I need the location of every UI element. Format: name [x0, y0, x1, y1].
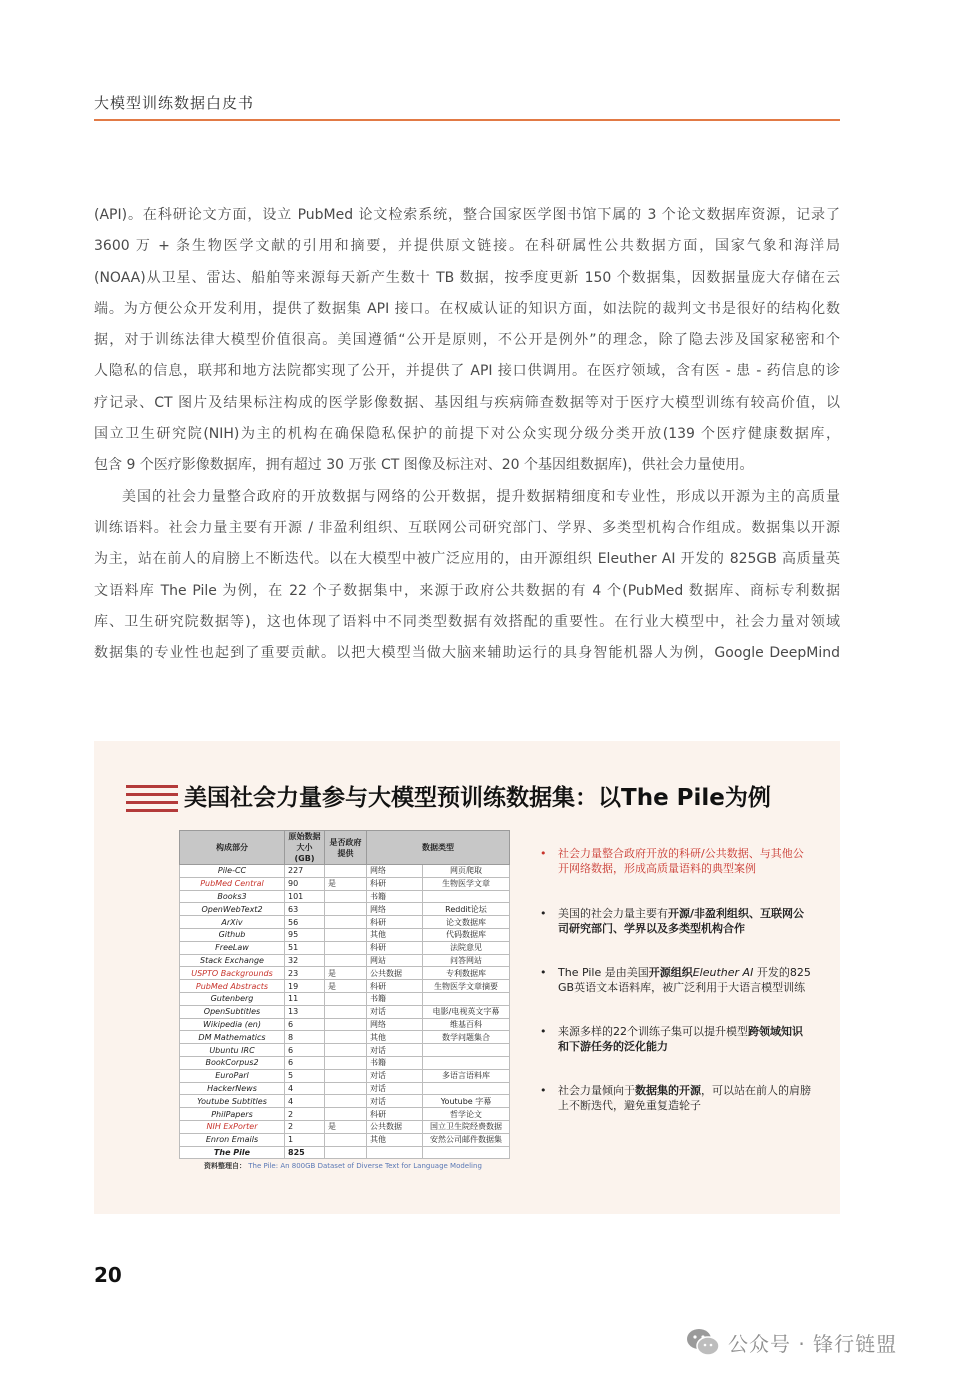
page-number: 20	[94, 1263, 122, 1287]
cell-source: 书籍	[367, 992, 423, 1005]
cell-type	[423, 1056, 510, 1069]
table-row	[180, 1069, 510, 1082]
text-line: 数据集的专业性也起到了重要贡献。以把大模型当做大脑来辅助运行的具身智能机器人为例，Google DeepMind	[94, 645, 840, 662]
figure-the-pile	[94, 741, 840, 1214]
table-row	[180, 941, 510, 954]
cell-size: 23	[285, 967, 325, 980]
cell-name: Enron Emails	[180, 1133, 285, 1146]
cell-source: 科研	[367, 941, 423, 954]
title-stripes-icon	[126, 785, 178, 813]
text-line: (API)。在科研论文方面，设立 PubMed 论文检索系统，整合国家医学图书馆下属的 3 个论文数据库资源，记录了	[94, 207, 840, 223]
bullet-text: 社会力量倾向于	[558, 1084, 635, 1097]
table-row	[180, 1044, 510, 1057]
cell-gov	[325, 1095, 367, 1108]
col-header-gov: 是否政府提供	[325, 831, 367, 865]
cell-type	[423, 992, 510, 1005]
col-header-type: 数据类型	[367, 831, 510, 865]
bullet-item	[540, 1025, 812, 1054]
cell-name: PhilPapers	[180, 1108, 285, 1121]
cell-gov	[325, 1044, 367, 1057]
table-row	[180, 967, 510, 980]
cell-gov	[325, 1031, 367, 1044]
cell-size: 2	[285, 1108, 325, 1121]
table-row	[180, 1108, 510, 1121]
cell-gov	[325, 1005, 367, 1018]
cell-size: 6	[285, 1018, 325, 1031]
text-line: 人隐私的信息，联邦和地方法院都实现了公开，并提供了 API 接口供调用。在医疗领域，含有医 - 患 - 药信息的诊	[94, 363, 840, 380]
cell-name: OpenWebText2	[180, 903, 285, 916]
cell-name: OpenSubtitles	[180, 1005, 285, 1018]
cell-size: 6	[285, 1056, 325, 1069]
cell-name: BookCorpus2	[180, 1056, 285, 1069]
cell-source: 网络	[367, 865, 423, 878]
the-pile-table	[179, 830, 510, 1159]
bullet-text: ，可以站在前人的肩膀上不断迭代，避免重复造轮子	[558, 1084, 811, 1112]
cell-source: 对话	[367, 1005, 423, 1018]
cell-source: 其他	[367, 1133, 423, 1146]
cell-size: 51	[285, 941, 325, 954]
cell-size: 1	[285, 1133, 325, 1146]
cell-size: 63	[285, 903, 325, 916]
cell-name: DM Mathematics	[180, 1031, 285, 1044]
text-line: 为主，站在前人的肩膀上不断迭代。以在大模型中被广泛应用的，由开源组织 Eleuther AI 开发的 825GB 高质量英	[94, 551, 840, 568]
cell-name: Pile-CC	[180, 865, 285, 878]
cell-type: 专利数据库	[423, 967, 510, 980]
source-link[interactable]: The Pile: An 800GB Dataset of Diverse Text for Language Modeling	[248, 1162, 482, 1170]
text-line: 训练语料。社会力量主要有开源 / 非盈利组织、互联网公司研究部门、学界、多类型机构合作组成。数据集以开源	[94, 519, 840, 536]
text-line: 疗记录、CT 图片及结果标注构成的医学影像数据、基因组与疾病筛查数据等对于医疗大模型训练有较高价值，以	[94, 394, 840, 411]
table-row	[180, 890, 510, 903]
bullet-text: 开发的825 GB英语文本语料库，被广泛利用于大语言模型训练	[558, 966, 811, 994]
cell-source: 科研	[367, 916, 423, 929]
watermark-text: 公众号 · 锋行链盟	[728, 1331, 898, 1356]
cell-type: Reddit论坛	[423, 903, 510, 916]
cell-source: 书籍	[367, 890, 423, 903]
cell-size: 101	[285, 890, 325, 903]
cell-gov	[325, 1108, 367, 1121]
cell-type: 国立卫生院经费数据	[423, 1120, 510, 1133]
bullet-item	[540, 847, 812, 876]
cell-source: 公共数据	[367, 1120, 423, 1133]
text-line: 包含 9 个医疗影像数据库，拥有超过 30 万张 CT 图像及标注对、20 个基因组数据库)，供社会力量使用。	[94, 457, 754, 474]
cell-gov: 是	[325, 980, 367, 993]
cell-name: NIH ExPorter	[180, 1120, 285, 1133]
cell-type: 安然公司邮件数据集	[423, 1133, 510, 1146]
cell-name: The Pile	[180, 1146, 285, 1159]
cell-source	[367, 1146, 423, 1159]
bullet-item	[540, 907, 812, 936]
bullet-item	[540, 1084, 812, 1113]
cell-size: 4	[285, 1082, 325, 1095]
table-row	[180, 1082, 510, 1095]
cell-type	[423, 1044, 510, 1057]
bullet-text: 开源/非盈利组织、互联网公司研究部门、学界以及多类型机构合作	[558, 907, 805, 935]
cell-name: EuroParl	[180, 1069, 285, 1082]
cell-type: 数学问题集合	[423, 1031, 510, 1044]
cell-source: 对话	[367, 1044, 423, 1057]
cell-source: 公共数据	[367, 967, 423, 980]
cell-name: HackerNews	[180, 1082, 285, 1095]
cell-source: 对话	[367, 1082, 423, 1095]
text-line: 3600 万 + 条生物医学文献的引用和摘要，并提供原文链接。在科研属性公共数据方面，国家气象和海洋局	[94, 238, 840, 255]
table-row	[180, 903, 510, 916]
cell-name: PubMed Central	[180, 877, 285, 890]
cell-gov	[325, 941, 367, 954]
bullet-text: 数据集的开源	[635, 1084, 701, 1097]
cell-name: Wikipedia (en)	[180, 1018, 285, 1031]
table-row	[180, 1018, 510, 1031]
cell-name: Stack Exchange	[180, 954, 285, 967]
cell-size: 90	[285, 877, 325, 890]
cell-name: PubMed Abstracts	[180, 980, 285, 993]
table-row	[180, 992, 510, 1005]
cell-source: 科研	[367, 980, 423, 993]
cell-size: 11	[285, 992, 325, 1005]
cell-size: 825	[285, 1146, 325, 1159]
cell-type: 生物医学文章	[423, 877, 510, 890]
bullet-text: 来源多样的22个训练子集可以提升模型	[558, 1025, 748, 1038]
text-line: 国立卫生研究院(NIH)为主的机构在确保隐私保护的前提下对公众实现分级分类开放(139 个医疗健康数据库，	[94, 426, 840, 443]
cell-type	[423, 1082, 510, 1095]
table-row	[180, 916, 510, 929]
cell-name: Ubuntu IRC	[180, 1044, 285, 1057]
cell-name: Youtube Subtitles	[180, 1095, 285, 1108]
cell-gov	[325, 1146, 367, 1159]
figure-source	[204, 1161, 482, 1171]
running-header-title: 大模型训练数据白皮书	[94, 94, 255, 112]
text-line: (NOAA)从卫星、雷达、船舶等来源每天新产生数十 TB 数据，按季度更新 150 个数据集，因数据量庞大存储在云	[94, 269, 840, 286]
table-row	[180, 928, 510, 941]
figure-bullets	[540, 847, 812, 1113]
cell-size: 95	[285, 928, 325, 941]
source-label: 资料整理自：	[204, 1162, 246, 1170]
cell-type: 代码数据库	[423, 928, 510, 941]
text-line: 美国的社会力量整合政府的开放数据与网络的公开数据，提升数据精细度和专业性，形成以开源为主的高质量	[122, 488, 840, 505]
cell-name: USPTO Backgrounds	[180, 967, 285, 980]
table-header-row	[180, 831, 510, 865]
cell-source: 网站	[367, 954, 423, 967]
cell-size: 56	[285, 916, 325, 929]
cell-size: 5	[285, 1069, 325, 1082]
cell-source: 对话	[367, 1095, 423, 1108]
wechat-icon	[686, 1327, 720, 1357]
cell-gov	[325, 890, 367, 903]
table-row	[180, 877, 510, 890]
cell-source: 网络	[367, 1018, 423, 1031]
cell-gov	[325, 916, 367, 929]
table-row	[180, 1120, 510, 1133]
cell-size: 13	[285, 1005, 325, 1018]
text-line: 文语料库 The Pile 为例，在 22 个子数据集中，来源于政府公共数据的有 4 个(PubMed 数据库、商标专利数据	[94, 582, 840, 599]
cell-gov	[325, 1069, 367, 1082]
cell-gov	[325, 954, 367, 967]
cell-gov: 是	[325, 877, 367, 890]
cell-size: 227	[285, 865, 325, 878]
table-row	[180, 1095, 510, 1108]
bullet-text: 美国的社会力量主要有	[558, 907, 668, 920]
cell-gov	[325, 1082, 367, 1095]
text-line: 据，对于训练法律大模型价值很高。美国遵循“公开是原则，不公开是例外”的理念，除了隐去涉及国家秘密和个	[94, 332, 840, 349]
bullet-item	[540, 966, 812, 995]
cell-gov: 是	[325, 967, 367, 980]
cell-type: 论文数据库	[423, 916, 510, 929]
cell-type: 哲学论文	[423, 1108, 510, 1121]
table-total-row	[180, 1146, 510, 1159]
cell-size: 19	[285, 980, 325, 993]
cell-source: 科研	[367, 1108, 423, 1121]
cell-gov	[325, 903, 367, 916]
cell-gov	[325, 992, 367, 1005]
cell-name: Gutenberg	[180, 992, 285, 1005]
table-row	[180, 954, 510, 967]
cell-type: 问答网站	[423, 954, 510, 967]
cell-type: 多语言语料库	[423, 1069, 510, 1082]
cell-name: Github	[180, 928, 285, 941]
cell-name: ArXiv	[180, 916, 285, 929]
table-body	[180, 865, 510, 1159]
text-line: 库、卫生研究院数据等)，这也体现了语料中不同类型数据有效搭配的重要性。在行业大模型中，社会力量对领域	[94, 613, 840, 630]
bullet-text: 跨领域知识和下游任务的泛化能力	[558, 1025, 803, 1053]
cell-size: 32	[285, 954, 325, 967]
bullet-text: Eleuther AI	[692, 966, 754, 979]
cell-gov	[325, 1133, 367, 1146]
cell-type: 电影/电视英文字幕	[423, 1005, 510, 1018]
cell-type: 法院意见	[423, 941, 510, 954]
cell-gov: 是	[325, 1120, 367, 1133]
cell-gov	[325, 865, 367, 878]
cell-type: 维基百科	[423, 1018, 510, 1031]
text-line: 端。为方便公众开发利用，提供了数据集 API 接口。在权威认证的知识方面，如法院的裁判文书是很好的结构化数	[94, 300, 840, 317]
figure-title: 美国社会力量参与大模型预训练数据集：以The Pile为例	[184, 785, 771, 811]
bullet-text: 社会力量整合政府开放的科研/公共数据、与其他公开网络数据，形成高质量语料的典型案例	[558, 847, 804, 875]
paragraph-2	[94, 482, 840, 670]
cell-size: 2	[285, 1120, 325, 1133]
cell-size: 8	[285, 1031, 325, 1044]
table-row	[180, 865, 510, 878]
cell-type	[423, 1146, 510, 1159]
cell-source: 其他	[367, 1031, 423, 1044]
table-row	[180, 980, 510, 993]
cell-source: 网络	[367, 903, 423, 916]
cell-type	[423, 890, 510, 903]
body-text	[94, 200, 840, 669]
bullet-text: 开源组织	[648, 966, 693, 979]
cell-name: Books3	[180, 890, 285, 903]
cell-gov	[325, 1056, 367, 1069]
table-row	[180, 1056, 510, 1069]
table-row	[180, 1005, 510, 1018]
cell-type: 网页爬取	[423, 865, 510, 878]
wechat-watermark	[686, 1325, 897, 1359]
cell-name: FreeLaw	[180, 941, 285, 954]
cell-source: 其他	[367, 928, 423, 941]
cell-source: 对话	[367, 1069, 423, 1082]
cell-type: 生物医学文章摘要	[423, 980, 510, 993]
header-divider	[94, 119, 840, 121]
cell-gov	[325, 1018, 367, 1031]
cell-gov	[325, 928, 367, 941]
cell-size: 4	[285, 1095, 325, 1108]
paragraph-1	[94, 200, 840, 482]
cell-source: 科研	[367, 877, 423, 890]
table-row	[180, 1031, 510, 1044]
cell-type: Youtube 字幕	[423, 1095, 510, 1108]
table-row	[180, 1133, 510, 1146]
bullet-text: The Pile 是由美国	[558, 966, 649, 979]
cell-source: 书籍	[367, 1056, 423, 1069]
col-header-component: 构成部分	[180, 831, 285, 865]
cell-size: 6	[285, 1044, 325, 1057]
col-header-size: 原始数据大小 (GB)	[285, 831, 325, 865]
